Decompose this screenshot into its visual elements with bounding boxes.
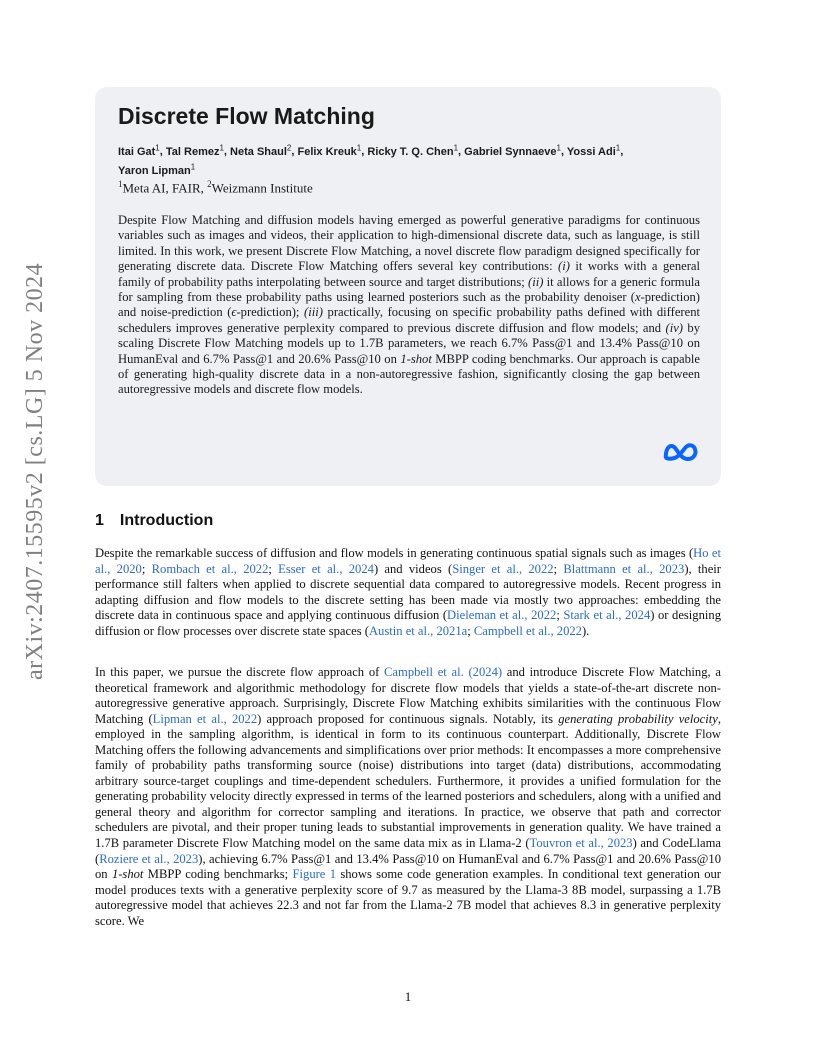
- citation-link[interactable]: Campbell et al. (2024): [384, 665, 503, 679]
- affiliations: $^1$Meta AI, FAIR, $^2$Weizmann Institute: [118, 179, 313, 196]
- intro-paragraph-2: In this paper, we pursue the discrete flow approach of Campbell et al. (2024) and introduce Discrete Flow Matching, a theoretical framework and algorithmic methodology for discrete flow models that yields a state-of-the-art discrete non-autoregressive generative approach. Surprisingly, Discrete Flow Matching exhibits similarities with the continuous Flow Matching (Lipman et al., 2022) approach proposed for continuous signals. Notably, its generating probability velocity, employed in the sampling algorithm, is identical in form to its continuous counterpart. Additionally, Discrete Flow Matching offers the following advancements and simplifications over prior methods: It encompasses a more comprehensive family of probability paths transforming source (noise) distributions into target (data) distributions, accommodating arbitrary source-target couplings and time-dependent schedulers. Furthermore, it provides a unified formulation for the generating probability velocity directly expressed in terms of the learned posteriors and schedulers, along with a unified and general theory and algorithm for corrector sampling and iterations. In practice, we observe that path and corrector schedulers are pivotal, and their proper tuning leads to substantial improvements in generation quality. We have trained a 1.7B parameter Discrete Flow Matching model on the same data mix as in Llama-2 (Touvron et al., 2023) and CodeLlama (Roziere et al., 2023), achieving 6.7% Pass@1 and 13.4% Pass@10 on HumanEval and 6.7% Pass@1 and 20.6% Pass@10 on 1-shot MBPP coding benchmarks; Figure 1 shows some code generation examples. In conditional text generation our model produces texts with a generative perplexity score of 9.7 as measured by the Llama-3 8B model, surpassing a 1.7B autoregressive model that achieves 22.3 and not far from the Llama-2 7B model that achieves 8.3 in generative perplexity score. We: [95, 665, 722, 928]
- author: Ricky T. Q. Chen$^1$: [367, 143, 459, 158]
- citation-link[interactable]: Austin et al., 2021a: [368, 623, 468, 638]
- citation-link[interactable]: Singer et al., 2022: [452, 561, 554, 576]
- citation-link[interactable]: Esser et al., 2024: [278, 561, 374, 576]
- page-number: 1: [404, 989, 412, 1004]
- citation-link[interactable]: Ho et al., 2020: [95, 546, 721, 576]
- citation-link[interactable]: Dieleman et al., 2022: [447, 608, 557, 623]
- paper-title: Discrete Flow Matching: [118, 103, 375, 129]
- citation-link[interactable]: Roziere et al., 2023: [99, 851, 199, 866]
- abstract-text: Despite Flow Matching and diffusion models having emerged as powerful generative paradigms for continuous variables such as images and videos, their application to high-dimensional discrete data, such as language, is still limited. In this work, we present Discrete Flow Matching, a novel discrete flow paradigm designed specifically for generating discrete data. Discrete Flow Matching offers several key contributions: (i) it works with a general family of probability paths interpolating between source and target distributions; (ii) it allows for a generic formula for sampling from these probability paths using learned posteriors such as the probability denoiser (x-prediction) and noise-prediction (ϵ-prediction); (iii) practically, focusing on specific probability paths defined with different schedulers improves generative perplexity compared to previous discrete diffusion and flow models; and (iv) by scaling Discrete Flow Matching models up to 1.7B parameters, we reach 6.7% Pass@1 and 13.4% Pass@10 on HumanEval and 6.7% Pass@1 and 20.6% Pass@10 on 1-shot MBPP coding benchmarks. Our approach is capable of generating high-quality discrete data in a non-autoregressive fashion, significantly closing the gap between autoregressive models and discrete flow models.: [118, 213, 701, 397]
- author: Yossi Adi$^1$: [566, 143, 621, 158]
- author: Gabriel Synnaeve$^1$: [464, 143, 561, 158]
- author: Felix Kreuk$^1$: [297, 143, 362, 158]
- arxiv-stamp: arXiv:2407.15595v2 [cs.LG] 5 Nov 2024: [22, 262, 48, 680]
- intro-paragraph-1: Despite the remarkable success of diffusion and flow models in generating continuous spatial signals such as images (Ho et al., 2020; Rombach et al., 2022; Esser et al., 2024) and videos (Singer et al., 2022; Blattmann et al., 2023), their performance still falters when applied to discrete sequential data compared to autoregressive models. Recent progress in adapting diffusion and flow models to the discrete setting has been made via mostly two approaches: embedding the discrete data in continuous space and applying continuous diffusion (Dieleman et al., 2022; Stark et al., 2024) or designing diffusion or flow processes over discrete state spaces (Austin et al., 2021a; Campbell et al., 2022).: [95, 546, 722, 638]
- author: Neta Shaul$^2$: [230, 143, 292, 158]
- citation-link[interactable]: Touvron et al., 2023: [529, 836, 633, 851]
- citation-link[interactable]: Lipman et al., 2022: [152, 711, 258, 726]
- author: Yaron Lipman$^1$: [118, 162, 196, 178]
- abstract-card: [95, 87, 721, 486]
- citation-link[interactable]: Stark et al., 2024: [563, 608, 651, 623]
- author: Itai Gat$^1$: [118, 143, 160, 158]
- section-heading-introduction: 1 Introduction: [95, 512, 214, 529]
- citation-link[interactable]: Campbell et al., 2022: [473, 623, 582, 638]
- meta-logo-icon: [662, 440, 700, 464]
- author-list: Itai Gat$^1$, Tal Remez$^1$, Neta Shaul$^2$, Felix Kreuk$^1$, Ricky T. Q. Chen$^1$, Gabriel Synnaeve$^1$, Yossi Adi$^1$, Yaron Lipman$^1$: [118, 143, 624, 178]
- figure-link[interactable]: Figure 1: [292, 867, 337, 882]
- author: Tal Remez$^1$: [165, 143, 224, 158]
- citation-link[interactable]: Rombach et al., 2022: [151, 561, 269, 576]
- citation-link[interactable]: Blattmann et al., 2023: [563, 561, 685, 576]
